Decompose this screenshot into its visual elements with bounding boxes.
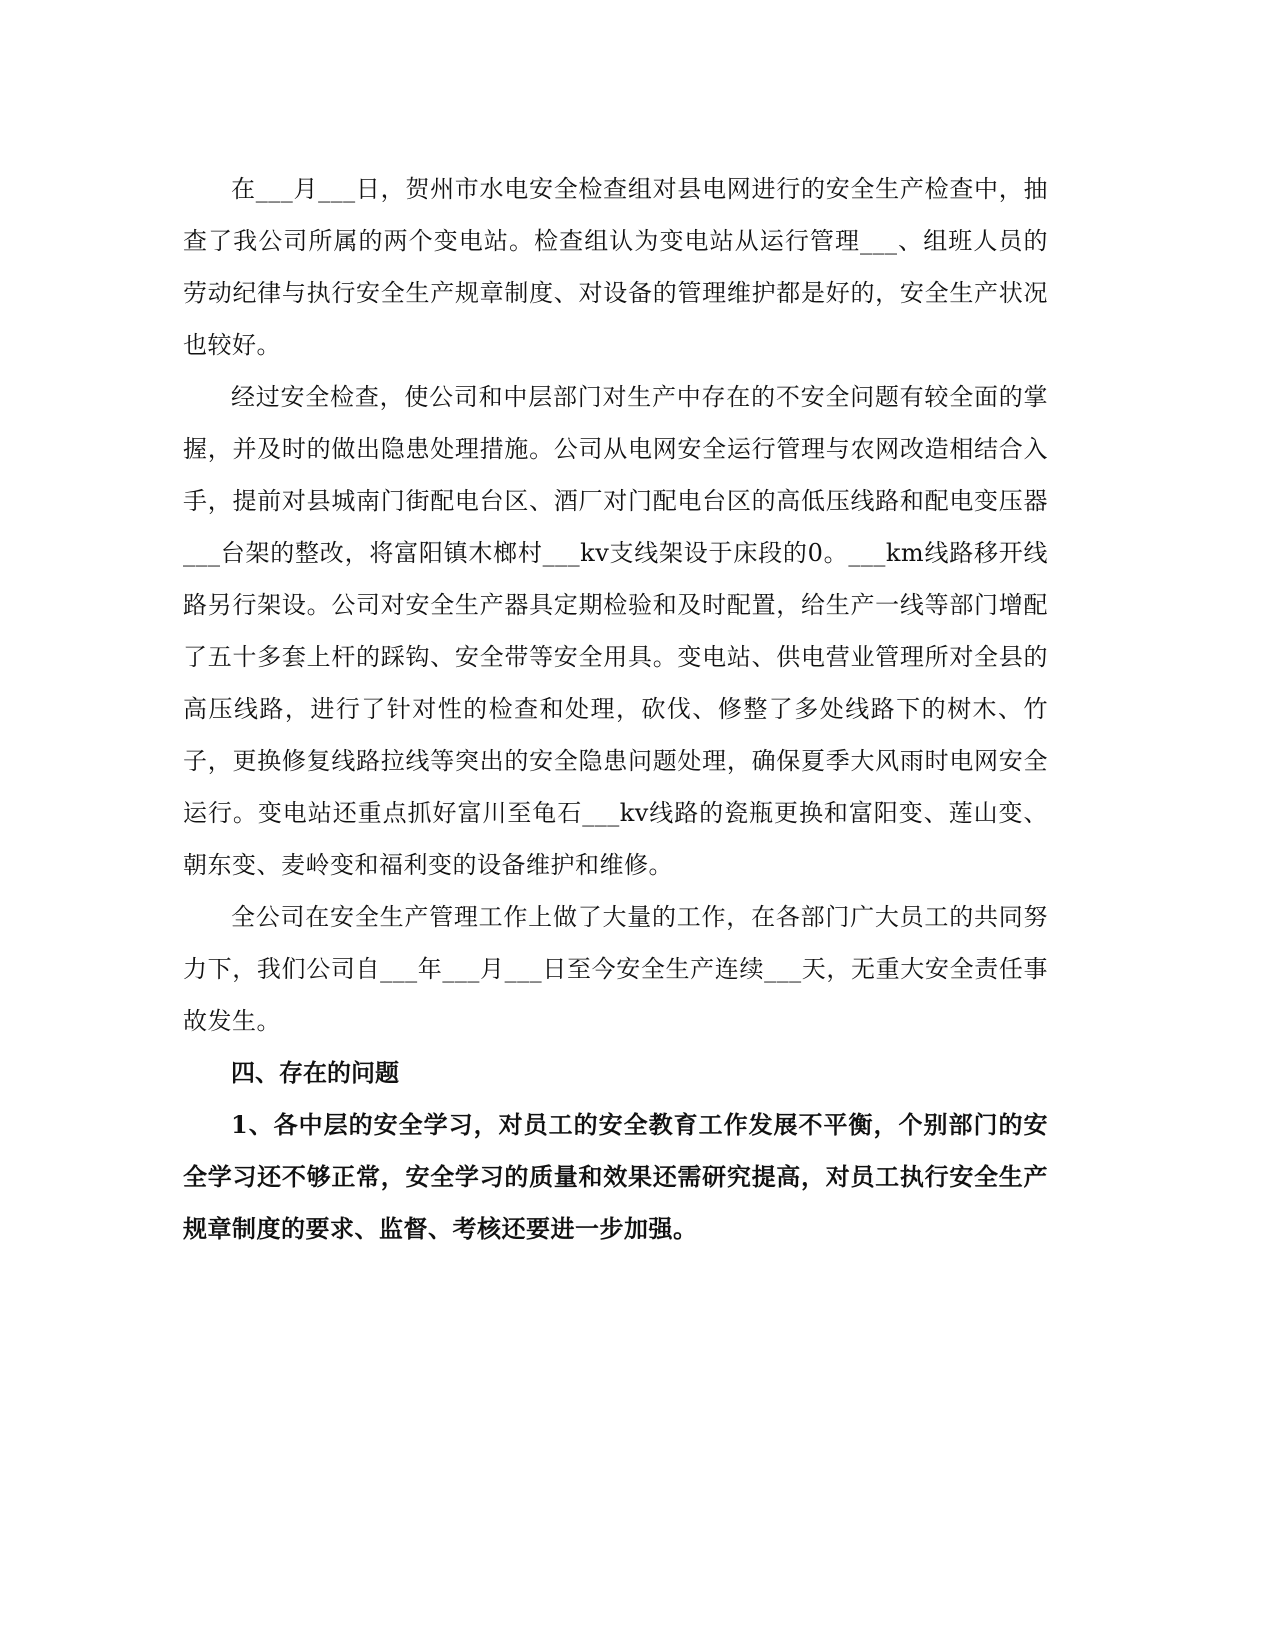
section-heading-problems: 四、存在的问题	[231, 1058, 399, 1087]
paragraph-safety-record: 全公司在安全生产管理工作上做了大量的工作，在各部门广大员工的共同努力下，我们公司自___年___月___日至今安全生产连续___天，无重大安全责任事故发生。	[183, 903, 1048, 1035]
problem-item-1: 1、各中层的安全学习，对员工的安全教育工作发展不平衡，个别部门的安全学习还不够正常，安全学习的质量和效果还需研究提高，对员工执行安全生产规章制度的要求、监督、考核还要进一步加强。	[183, 1110, 1048, 1243]
document-body	[183, 163, 1048, 1255]
paragraph-rectification: 经过安全检查，使公司和中层部门对生产中存在的不安全问题有较全面的掌握，并及时的做出隐患处理措施。公司从电网安全运行管理与农网改造相结合入手，提前对县城南门街配电台区、酒厂对门配电台区的高低压线路和配电变压器___台架的整改，将富阳镇木榔村___kv支线架设于床段的0。___km线路移开线路另行架设。公司对安全生产器具定期检验和及时配置，给生产一线等部门增配了五十多套上杆的踩钩、安全带等安全用具。变电站、供电营业管理所对全县的高压线路，进行了针对性的检查和处理，砍伐、修整了多处线路下的树木、竹子，更换修复线路拉线等突出的安全隐患问题处理，确保夏季大风雨时电网安全运行。变电站还重点抓好富川至龟石___kv线路的瓷瓶更换和富阳变、莲山变、朝东变、麦岭变和福利变的设备维护和维修。	[183, 383, 1048, 879]
paragraph-inspection: 在___月___日，贺州市水电安全检查组对县电网进行的安全生产检查中，抽查了我公司所属的两个变电站。检查组认为变电站从运行管理___、组班人员的劳动纪律与执行安全生产规章制度、对设备的管理维护都是好的，安全生产状况也较好。	[183, 175, 1048, 359]
